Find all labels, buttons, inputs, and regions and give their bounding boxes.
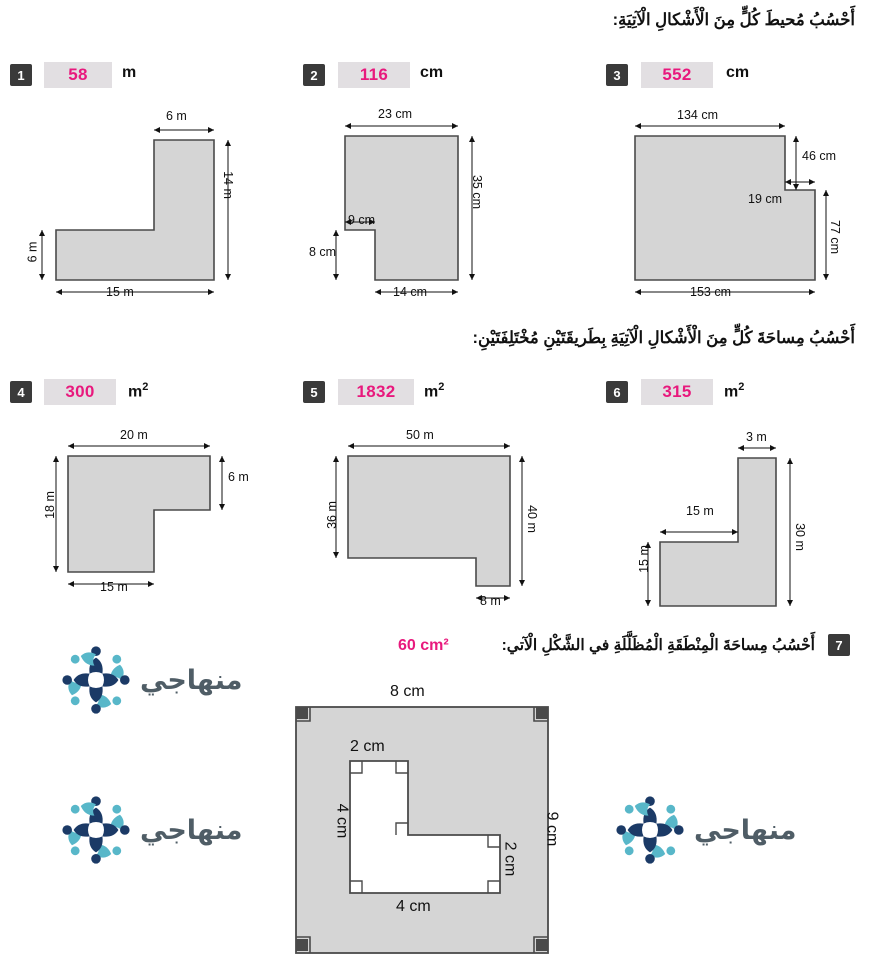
dim-label-3-top: 134 cm	[677, 108, 718, 122]
dim-label-2-bottom: 14 cm	[393, 285, 428, 299]
problem-number-4: 4	[10, 381, 32, 403]
manhaji-logo-icon	[56, 790, 136, 870]
manhaji-logo-icon	[610, 790, 690, 870]
dim-label-2-top: 23 cm	[378, 107, 413, 121]
problem-number-3: 3	[606, 64, 628, 86]
instruction-perimeter: أَحْسُبُ مُحيطَ كُلٍّ مِنَ الْأَشْكالِ الْآتِيَةِ:	[612, 11, 855, 29]
dim-label-7-top: 8 cm	[390, 683, 425, 700]
answer-value-2[interactable]: 116	[338, 62, 410, 88]
instruction-q7: أَحْسُبُ مِساحَةَ الْمِنْطَقَةِ الْمُظَلَّلَةِ في الشَّكْلِ الْآتي:	[501, 637, 815, 654]
answer-value-5[interactable]: 1832	[338, 379, 414, 405]
shape-figure-1	[48, 122, 248, 302]
answer-unit-1: m	[122, 64, 137, 81]
answer-value-1[interactable]: 58	[44, 62, 112, 88]
dim-label-6-inner: 15 m	[686, 504, 714, 518]
unit-text-5: m	[424, 383, 439, 401]
answer-unit-3: cm	[726, 64, 750, 81]
dim-label-3-inner: 19 cm	[748, 192, 783, 206]
dim-label-7-right: 9 cm	[543, 811, 561, 847]
dim-label-4-right: 6 m	[228, 470, 249, 484]
logo-text: منهاجي	[140, 814, 243, 846]
shape-figure-2	[340, 122, 530, 302]
shape-figure-5	[338, 440, 538, 610]
answer-unit-4	[128, 381, 148, 401]
dim-label-2-right: 35 cm	[470, 174, 485, 210]
dim-label-2-left: 8 cm	[309, 245, 337, 259]
unit-text-4: m	[128, 383, 143, 401]
dim-label-5-bottom: 8 m	[480, 594, 501, 608]
dim-label-7-inner-bottom: 4 cm	[396, 898, 431, 915]
answer-value-4[interactable]: 300	[44, 379, 116, 405]
answer-unit-2: cm	[420, 64, 444, 81]
problem-number-7: 7	[828, 634, 850, 656]
unit-text-6: m	[724, 383, 739, 401]
dim-label-4-left: 18 m	[42, 491, 57, 519]
dim-label-7-inner-top: 2 cm	[350, 738, 385, 755]
answer-value-3[interactable]: 552	[641, 62, 713, 88]
logo-watermark-top	[56, 640, 242, 720]
dim-label-7-inner-right: 2 cm	[501, 841, 519, 877]
manhaji-logo-icon	[56, 640, 136, 720]
logo-watermark-left	[56, 790, 242, 870]
dim-label-5-left: 36 m	[324, 501, 339, 529]
shape-figure-4	[60, 440, 260, 610]
dim-label-1-top: 6 m	[166, 109, 187, 123]
logo-text: منهاجي	[694, 814, 797, 846]
dim-label-3-bottom: 153 cm	[690, 285, 731, 299]
answer-unit-5	[424, 381, 444, 401]
logo-text: منهاجي	[140, 664, 243, 696]
logo-watermark-right	[610, 790, 796, 870]
dim-label-2-inner: 9 cm	[348, 213, 376, 227]
dim-label-1-right: 14 m	[220, 171, 235, 199]
unit-sup-4: 2	[142, 381, 149, 393]
dim-label-3-right-top: 46 cm	[802, 149, 837, 163]
problem-number-5: 5	[303, 381, 325, 403]
dim-label-5-right: 40 m	[524, 505, 539, 533]
dim-label-1-left: 6 m	[25, 241, 40, 263]
unit-sup-6: 2	[738, 381, 745, 393]
dim-label-3-right: 77 cm	[828, 219, 843, 255]
dim-label-6-right: 30 m	[792, 523, 807, 551]
dim-label-6-left: 15 m	[636, 545, 651, 573]
shape-figure-3	[630, 122, 830, 302]
answer-value-6[interactable]: 315	[641, 379, 713, 405]
instruction-area: أَحْسُبُ مِساحَةَ كُلٍّ مِنَ الْأَشْكالِ الْآتِيَةِ بِطَريقَتَيْنِ مُخْتَلِفَتَيْنِ:	[472, 329, 855, 347]
dim-label-4-bottom: 15 m	[100, 580, 128, 594]
problem-number-1: 1	[10, 64, 32, 86]
dim-label-5-top: 50 m	[406, 428, 434, 442]
dim-label-7-inner-left: 4 cm	[333, 803, 351, 839]
dim-label-4-top: 20 m	[120, 428, 148, 442]
dim-label-1-bottom: 15 m	[106, 285, 134, 299]
answer-unit-6	[724, 381, 744, 401]
unit-sup-5: 2	[438, 381, 445, 393]
answer-value-7[interactable]: 60 cm²	[398, 637, 449, 654]
problem-number-2: 2	[303, 64, 325, 86]
problem-number-6: 6	[606, 381, 628, 403]
dim-label-6-top: 3 m	[746, 430, 767, 444]
